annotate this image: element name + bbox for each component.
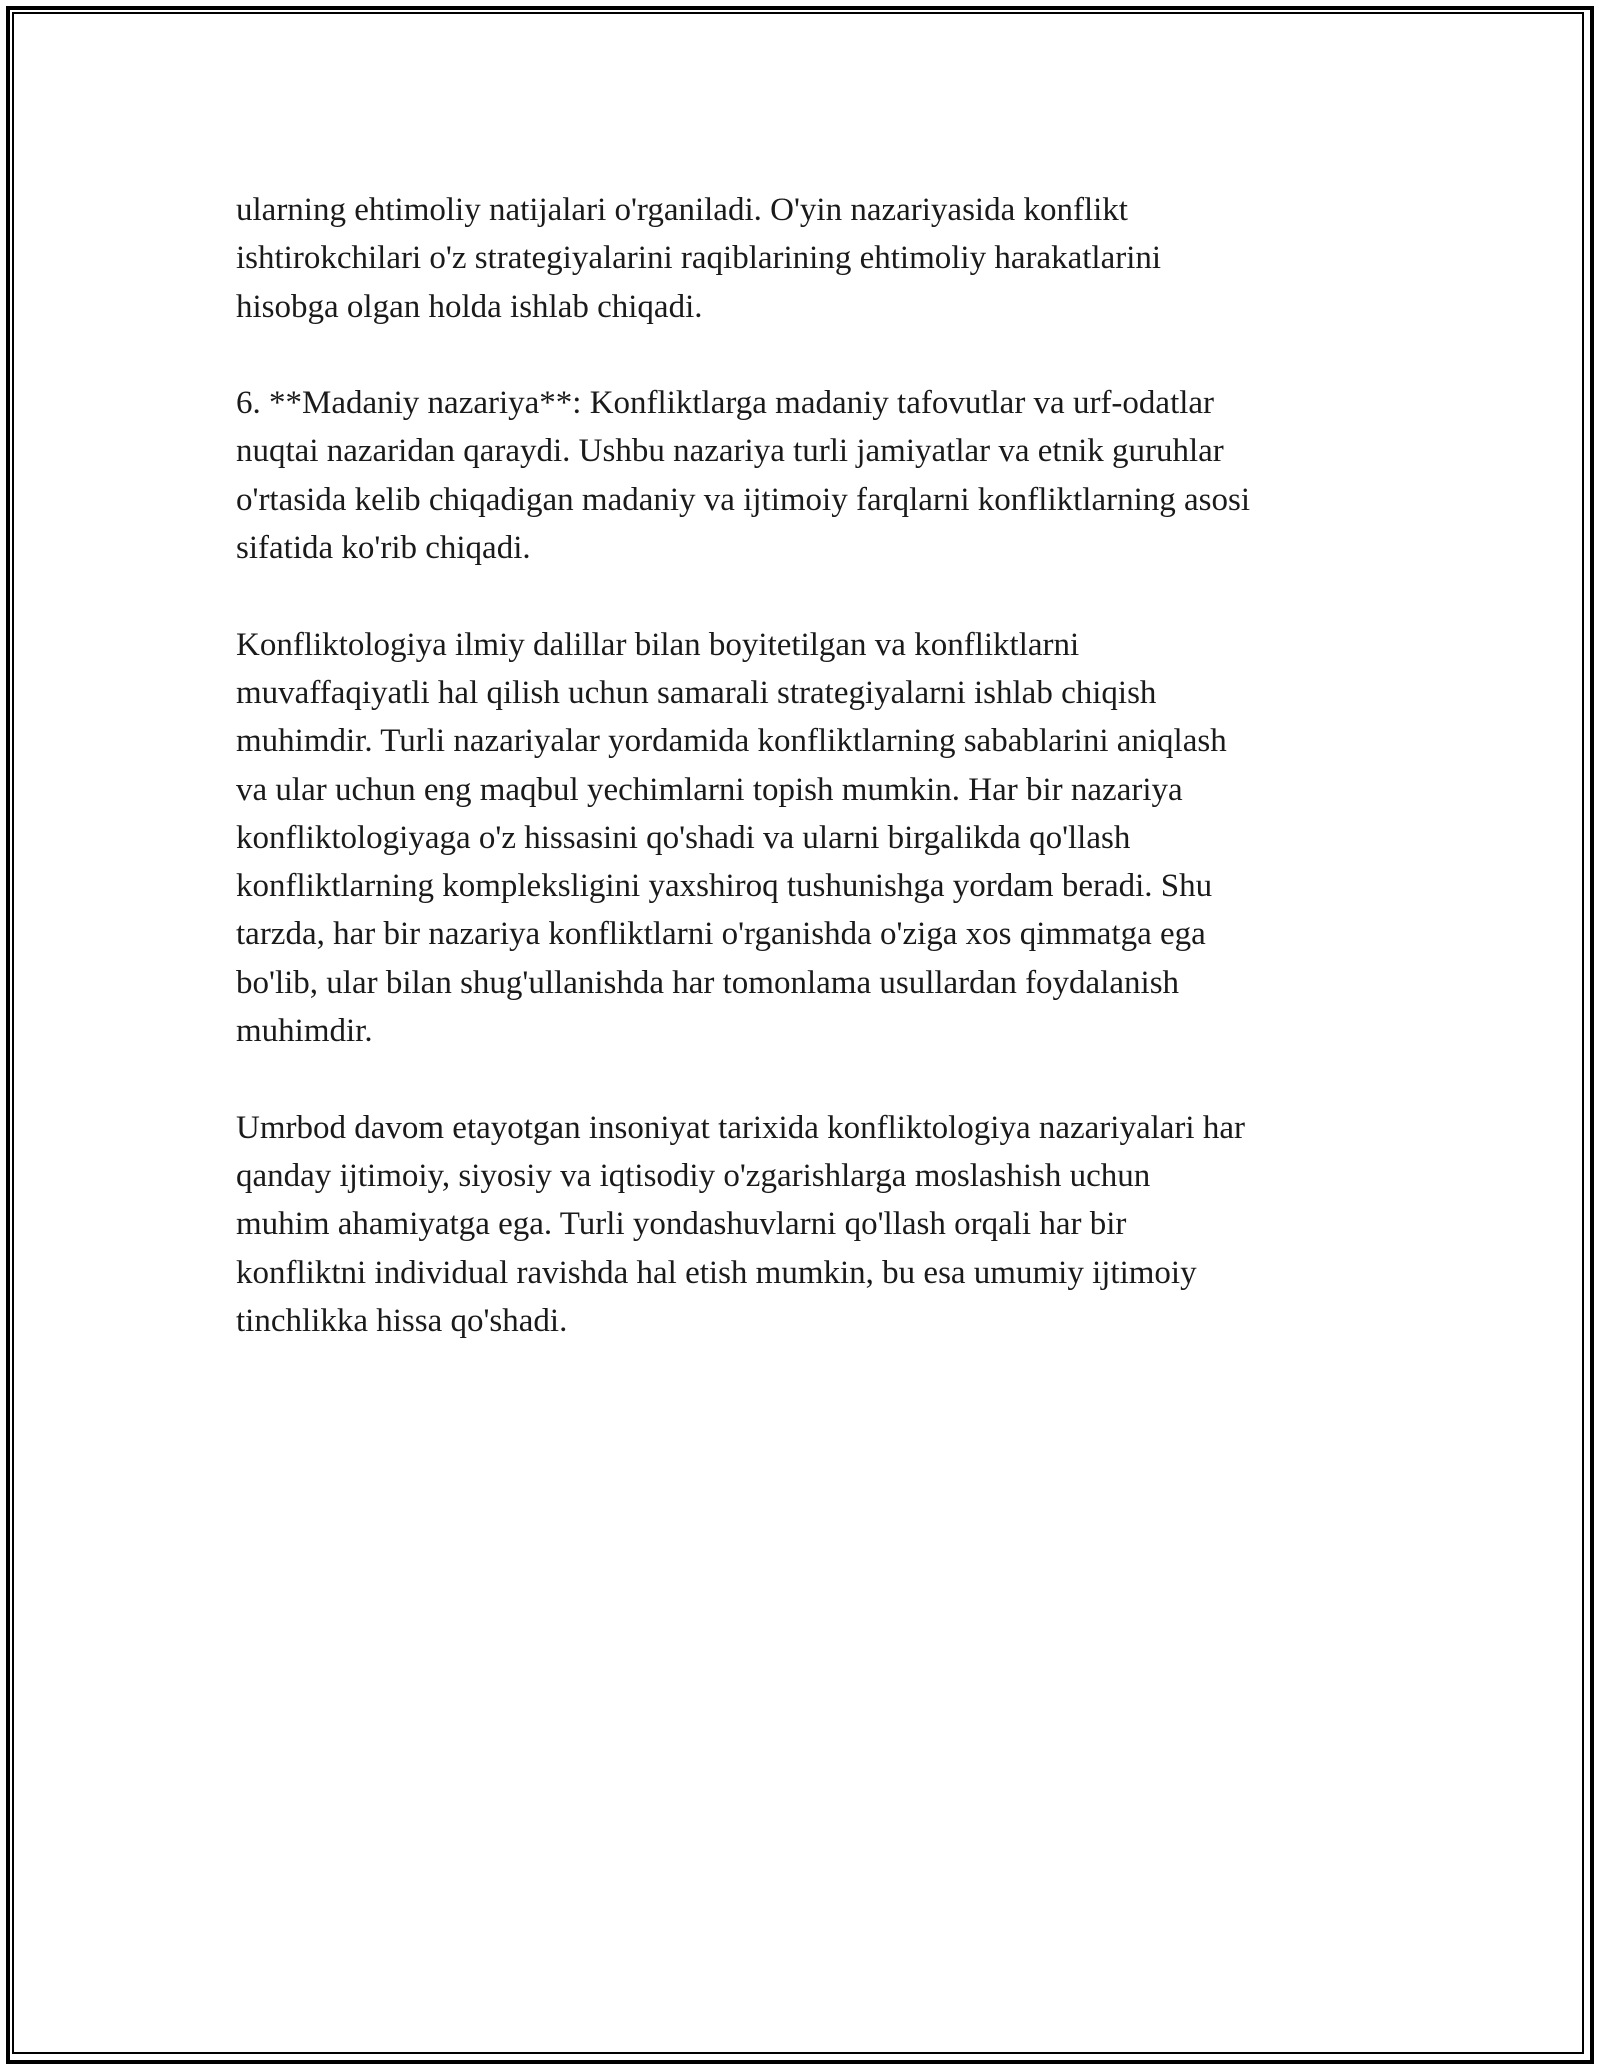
text-line: Umrbod davom etayotgan insoniyat tarixida konfliktologiya nazariyalari har [236,1109,1245,1146]
text-line: konfliktologiyaga o'z hissasini qo'shadi va ularni birgalikda qo'llash [236,819,1131,856]
text-line: tarzda, har bir nazariya konfliktlarni o'rganishda o'ziga xos qimmatga ega [236,916,1206,953]
paragraph-cultural-theory [236,379,1366,572]
text-line: muvaffaqiyatli hal qilish uchun samarali strategiyalarni ishlab chiqish [236,674,1157,711]
document-body [236,186,1366,1393]
text-line: hisobga olgan holda ishlab chiqadi. [236,288,703,325]
text-line: konfliktlarning kompleksligini yaxshiroq tushunishga yordam beradi. Shu [236,868,1213,905]
text-line: o'rtasida kelib chiqadigan madaniy va ijtimoiy farqlarni konfliktlarning asosi [236,481,1251,518]
text-line: muhim ahamiyatga ega. Turli yondashuvlarni qo'llash orqali har bir [236,1206,1127,1243]
paragraph-game-theory-continuation [236,186,1366,331]
text-line: sifatida ko'rib chiqadi. [236,530,531,567]
paragraph-conclusion [236,1104,1366,1345]
text-line: ishtirokchilari o'z strategiyalarini raqiblarining ehtimoliy harakatlarini [236,240,1162,277]
text-line: nuqtai nazaridan qaraydi. Ushbu nazariya turli jamiyatlar va etnik guruhlar [236,433,1224,470]
text-line: muhimdir. Turli nazariyalar yordamida konfliktlarning sabablarini aniqlash [236,723,1227,760]
text-line: muhimdir. [236,1013,373,1050]
text-line: qanday ijtimoiy, siyosiy va iqtisodiy o'zgarishlarga moslashish uchun [236,1157,1151,1194]
text-line: va ular uchun eng maqbul yechimlarni topish mumkin. Har bir nazariya [236,771,1183,808]
paragraph-conflictology-summary [236,621,1366,1056]
text-line: Konfliktologiya ilmiy dalillar bilan boyitetilgan va konfliktlarni [236,626,1080,663]
text-line: konfliktni individual ravishda hal etish mumkin, bu esa umumiy ijtimoiy [236,1254,1197,1291]
text-line: tinchlikka hissa qo'shadi. [236,1302,568,1339]
text-line: ularning ehtimoliy natijalari o'rganiladi. O'yin nazariyasida konflikt [236,192,1128,228]
text-line: bo'lib, ular bilan shug'ullanishda har tomonlama usullardan foydalanish [236,964,1180,1001]
text-line: 6. **Madaniy nazariya**: Konfliktlarga madaniy tafovutlar va urf-odatlar [236,385,1215,422]
